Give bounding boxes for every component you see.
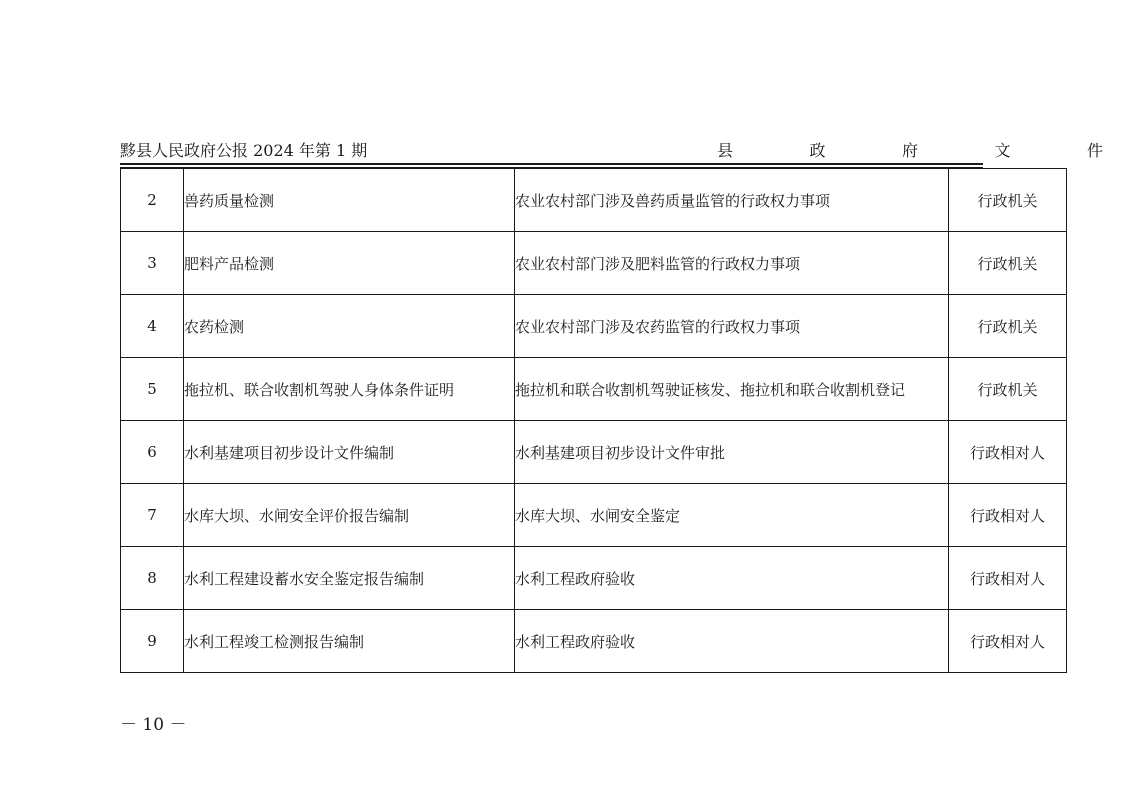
section-title-char: 件 — [1086, 141, 1103, 160]
table-row — [121, 358, 1067, 421]
row-number-cell: 5 — [121, 358, 184, 421]
related-matter-cell: 农业农村部门涉及农药监管的行政权力事项 — [515, 295, 949, 358]
related-matter-cell: 水库大坝、水闸安全鉴定 — [515, 484, 949, 547]
table-row — [121, 421, 1067, 484]
row-number-cell: 8 — [121, 547, 184, 610]
related-matter-cell: 农业农村部门涉及肥料监管的行政权力事项 — [515, 232, 949, 295]
item-name-cell: 水库大坝、水闸安全评价报告编制 — [184, 484, 515, 547]
section-title-char: 政 — [809, 141, 826, 160]
row-number-cell: 9 — [121, 610, 184, 673]
publication-title: 黟县人民政府公报 2024 年第 1 期 — [120, 141, 368, 160]
payer-cell: 行政机关 — [949, 169, 1067, 232]
table-row — [121, 295, 1067, 358]
header-rule-thick — [120, 163, 983, 165]
table-row — [121, 547, 1067, 610]
row-number-cell: 2 — [121, 169, 184, 232]
row-number-cell: 6 — [121, 421, 184, 484]
section-title-char: 府 — [901, 141, 918, 160]
service-items-table — [120, 168, 1067, 673]
table-row — [121, 610, 1067, 673]
payer-cell: 行政机关 — [949, 232, 1067, 295]
payer-cell: 行政机关 — [949, 358, 1067, 421]
page-number: － 10 － — [120, 715, 187, 735]
table-row — [121, 232, 1067, 295]
related-matter-cell: 水利工程政府验收 — [515, 610, 949, 673]
item-name-cell: 水利基建项目初步设计文件编制 — [184, 421, 515, 484]
related-matter-cell: 水利工程政府验收 — [515, 547, 949, 610]
section-title — [717, 139, 1103, 163]
row-number-cell: 4 — [121, 295, 184, 358]
section-title-char: 文 — [994, 141, 1011, 160]
row-number-cell: 3 — [121, 232, 184, 295]
item-name-cell: 农药检测 — [184, 295, 515, 358]
row-number-cell: 7 — [121, 484, 184, 547]
item-name-cell: 水利工程竣工检测报告编制 — [184, 610, 515, 673]
related-matter-cell: 水利基建项目初步设计文件审批 — [515, 421, 949, 484]
section-title-char: 县 — [717, 141, 734, 160]
payer-cell: 行政相对人 — [949, 484, 1067, 547]
payer-cell: 行政机关 — [949, 295, 1067, 358]
related-matter-cell: 农业农村部门涉及兽药质量监管的行政权力事项 — [515, 169, 949, 232]
related-matter-cell: 拖拉机和联合收割机驾驶证核发、拖拉机和联合收割机登记 — [515, 358, 949, 421]
page-header — [120, 139, 1103, 163]
table-row — [121, 484, 1067, 547]
payer-cell: 行政相对人 — [949, 421, 1067, 484]
item-name-cell: 兽药质量检测 — [184, 169, 515, 232]
item-name-cell: 肥料产品检测 — [184, 232, 515, 295]
table-row — [121, 169, 1067, 232]
item-name-cell: 水利工程建设蓄水安全鉴定报告编制 — [184, 547, 515, 610]
payer-cell: 行政相对人 — [949, 547, 1067, 610]
payer-cell: 行政相对人 — [949, 610, 1067, 673]
item-name-cell: 拖拉机、联合收割机驾驶人身体条件证明 — [184, 358, 515, 421]
